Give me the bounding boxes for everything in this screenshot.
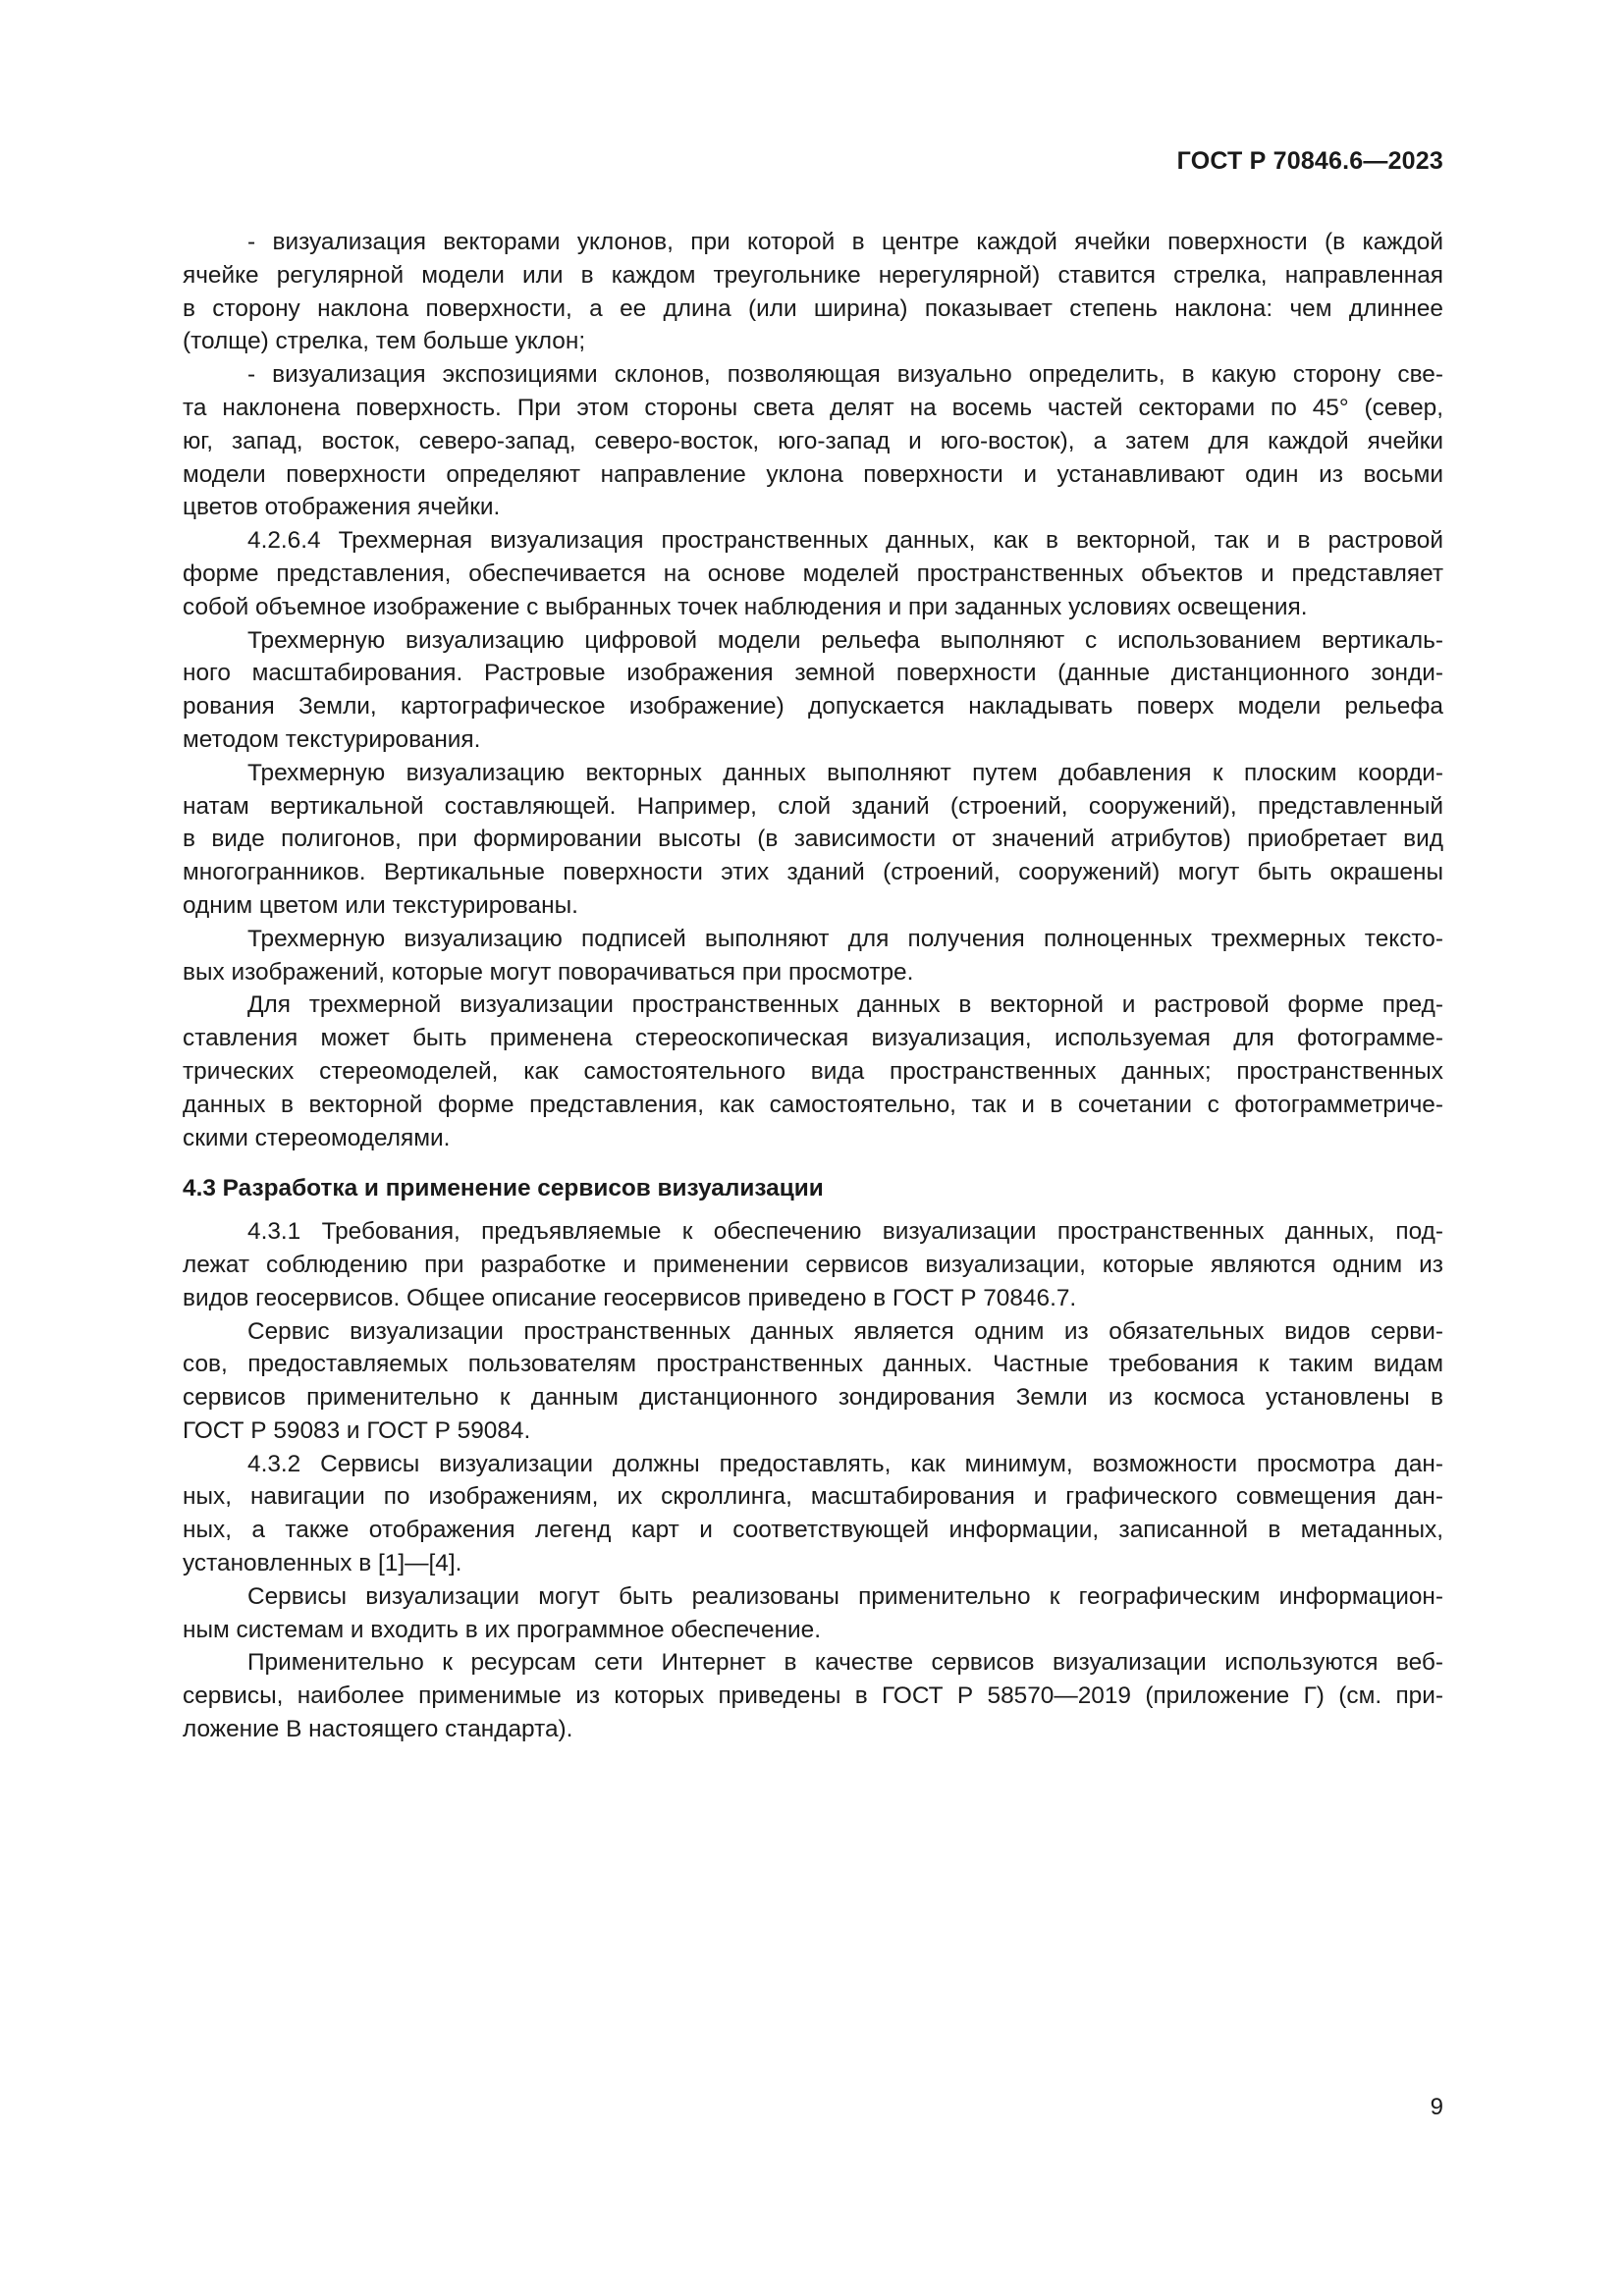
text-line: методом текстурирования.: [183, 725, 481, 753]
paragraph: [183, 1215, 1443, 1314]
text-line: ячейке регулярной модели или в каждом треугольнике нерегулярной) ставится стрелка, направленная: [183, 261, 1443, 289]
paragraph: [183, 1448, 1443, 1580]
text-line: данных в векторной форме представления, как самостоятельно, так и в сочетании с фотограмметриче-: [183, 1091, 1443, 1118]
text-line: трических стереомоделей, как самостоятельного вида пространственных данных; пространственных: [183, 1057, 1443, 1085]
text-line: модели поверхности определяют направление уклона поверхности и устанавливают один из восьми: [183, 460, 1443, 488]
paragraph: [183, 226, 1443, 358]
paragraph: [183, 624, 1443, 757]
page-number: 9: [1430, 2094, 1443, 2120]
text-line: цветов отображения ячейки.: [183, 494, 501, 521]
text-line: сервисов применительно к данным дистанционного зондирования Земли из космоса установлены в: [183, 1384, 1443, 1412]
text-line: юг, запад, восток, северо-запад, северо-восток, юго-запад и юго-восток), а затем для каждой ячейки: [183, 427, 1443, 454]
text-line: сервисы, наиболее применимые из которых приведены в ГОСТ Р 58570—2019 (приложение Г) (см. при-: [183, 1682, 1443, 1710]
text-line: Трехмерную визуализацию подписей выполняют для получения полноценных трехмерных тексто-: [247, 925, 1443, 952]
standard-code-header: ГОСТ Р 70846.6—2023: [1176, 147, 1443, 175]
paragraph: [183, 1315, 1443, 1448]
paragraph: [183, 757, 1443, 923]
text-line: - визуализация экспозициями склонов, позволяющая визуально определить, в какую сторону све-: [247, 361, 1443, 389]
text-line: (толще) стрелка, тем больше уклон;: [183, 328, 586, 355]
text-line: ставления может быть применена стереоскопическая визуализация, используемая для фотограмме-: [183, 1025, 1443, 1052]
text-line: ного масштабирования. Растровые изображения земной поверхности (данные дистанционного зонди-: [183, 660, 1443, 687]
paragraph: [183, 358, 1443, 524]
text-line: вых изображений, которые могут поворачиваться при просмотре.: [183, 958, 914, 986]
text-line: скими стереомоделями.: [183, 1124, 451, 1151]
text-line: Применительно к ресурсам сети Интернет в качестве сервисов визуализации используются веб-: [247, 1649, 1443, 1677]
paragraph: [183, 1580, 1443, 1647]
text-line: та наклонена поверхность. При этом стороны света делят на восемь частей секторами по 45° (север,: [183, 394, 1443, 421]
paragraph: [183, 1646, 1443, 1745]
text-line: Сервисы визуализации могут быть реализованы применительно к географическим информацион-: [247, 1582, 1443, 1610]
text-line: 4.2.6.4 Трехмерная визуализация пространственных данных, как в векторной, так и в растровой: [247, 527, 1443, 555]
text-line: Для трехмерной визуализации пространственных данных в векторной и растровой форме пред-: [247, 991, 1443, 1019]
text-line: форме представления, обеспечивается на основе моделей пространственных объектов и представляет: [183, 560, 1443, 587]
text-line: ным системам и входить в их программное обеспечение.: [183, 1616, 822, 1643]
text-line: ных, а также отображения легенд карт и соответствующей информации, записанной в метаданных,: [183, 1517, 1443, 1544]
paragraph: [183, 524, 1443, 623]
text-line: одним цветом или текстурированы.: [183, 891, 578, 919]
text-line: 4.3.2 Сервисы визуализации должны предоставлять, как минимум, возможности просмотра дан-: [247, 1450, 1443, 1477]
text-line: - визуализация векторами уклонов, при которой в центре каждой ячейки поверхности (в каждой: [247, 229, 1443, 255]
text-line: Трехмерную визуализацию векторных данных выполняют путем добавления к плоским коорди-: [247, 759, 1443, 786]
text-line: собой объемное изображение с выбранных точек наблюдения и при заданных условиях освещения.: [183, 593, 1308, 620]
text-line: многогранников. Вертикальные поверхности этих зданий (строений, сооружений) могут быть окрашены: [183, 859, 1443, 886]
text-line: натам вертикальной составляющей. Например, слой зданий (строений, сооружений), представленный: [183, 792, 1443, 820]
text-line: лежат соблюдению при разработке и применении сервисов визуализации, которые являются одним из: [183, 1251, 1443, 1278]
text-line: ГОСТ Р 59083 и ГОСТ Р 59084.: [183, 1416, 531, 1444]
text-line: в сторону наклона поверхности, а ее длина (или ширина) показывает степень наклона: чем длиннее: [183, 294, 1443, 322]
text-line: сов, предоставляемых пользователям пространственных данных. Частные требования к таким видам: [183, 1351, 1443, 1378]
paragraph: [183, 923, 1443, 989]
paragraph: [183, 988, 1443, 1154]
text-line: 4.3.1 Требования, предъявляемые к обеспечению визуализации пространственных данных, под-: [247, 1218, 1443, 1246]
text-line: ложение В настоящего стандарта).: [183, 1716, 573, 1743]
section-heading-4-3: 4.3 Разработка и применение сервисов визуализации: [183, 1175, 824, 1202]
paragraphs-4-3: [183, 1215, 1443, 1746]
text-line: установленных в [1]—[4].: [183, 1550, 462, 1577]
document-body: [183, 226, 1443, 1746]
text-line: рования Земли, картографическое изображение) допускается накладывать поверх модели рельефа: [183, 693, 1443, 721]
text-line: в виде полигонов, при формировании высоты (в зависимости от значений атрибутов) приобретает вид: [183, 826, 1443, 853]
text-line: ных, навигации по изображениям, их скроллинга, масштабирования и графического совмещения дан-: [183, 1483, 1443, 1511]
text-line: Трехмерную визуализацию цифровой модели рельефа выполняют с использованием вертикаль-: [247, 626, 1443, 654]
text-line: видов геосервисов. Общее описание геосервисов приведено в ГОСТ Р 70846.7.: [183, 1284, 1077, 1311]
paragraphs-4-2-6: [183, 226, 1443, 1154]
text-line: Сервис визуализации пространственных данных является одним из обязательных видов серви-: [247, 1317, 1443, 1345]
